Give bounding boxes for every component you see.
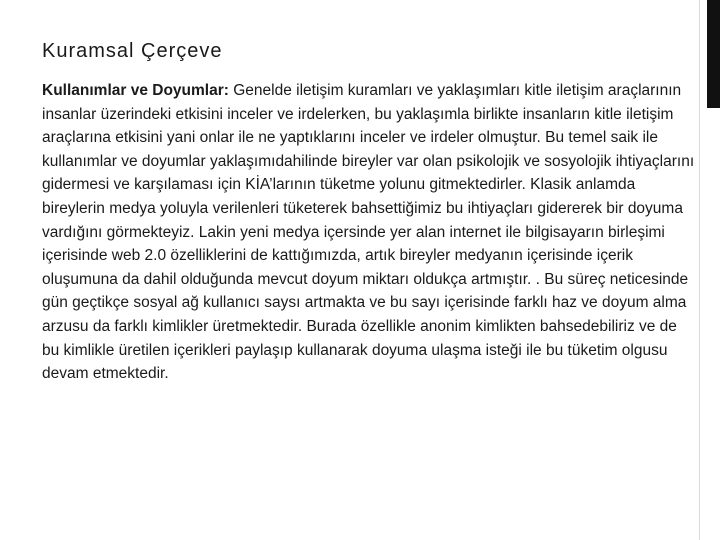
slide-frame-line — [699, 0, 700, 540]
paragraph-lead-term: Kullanımlar ve Doyumlar: — [42, 82, 229, 99]
slide-title: Kuramsal Çerçeve — [42, 40, 223, 62]
paragraph-text: Genelde iletişim kuramları ve yaklaşımları kitle iletişim araçlarının insanlar üzerindeki etkisini inceler ve irdelerken, bu yaklaşımla birlikte insanların kitle iletişim araçlarına etkisini yani onlar ile ne yaptıklarını inceler ve irdeler olmuştur. Bu temel saik ile kullanımlar ve doyumlar yaklaşımıdahilinde bireyler var olan psikolojik ve sosyolojik ihtiyaçlarını gidermesi ve karşılaması için KİA’larının tüketme yolunu gitmektedirler. Klasik anlamda bireylerin medya yoluyla verilenleri tüketerek bahsettiğimiz bu ihtiyaçları gidererek bir doyuma vardığını görmekteyiz. Lakin yeni medya içersinde yer alan internet ile bilgisayarın birleşimi içerisinde web 2.0 özelliklerini de kattığımızda, artık bireyler medyanın içerisinde içerik oluşumuna da dahil olduğunda mevcut doyum miktarı oldukça artmıştır. . Bu süreç neticesinde gün geçtikçe sosyal ağ kullanıcı saysı artmakta ve bu sayı içerisinde farklı haz ve doyum alma arzusu da farklı kimlikler üretmektedir. Burada özellikle anonim kimlikten bahsedebiliriz ve de bu kimlikle üretilen içerikleri paylaşıp kullanarak doyuma ulaşma isteği ile bu tüketim olgusu devam etmektedir. — [42, 82, 695, 383]
slide-accent-bar — [707, 0, 720, 108]
slide-body-paragraph — [42, 79, 697, 386]
